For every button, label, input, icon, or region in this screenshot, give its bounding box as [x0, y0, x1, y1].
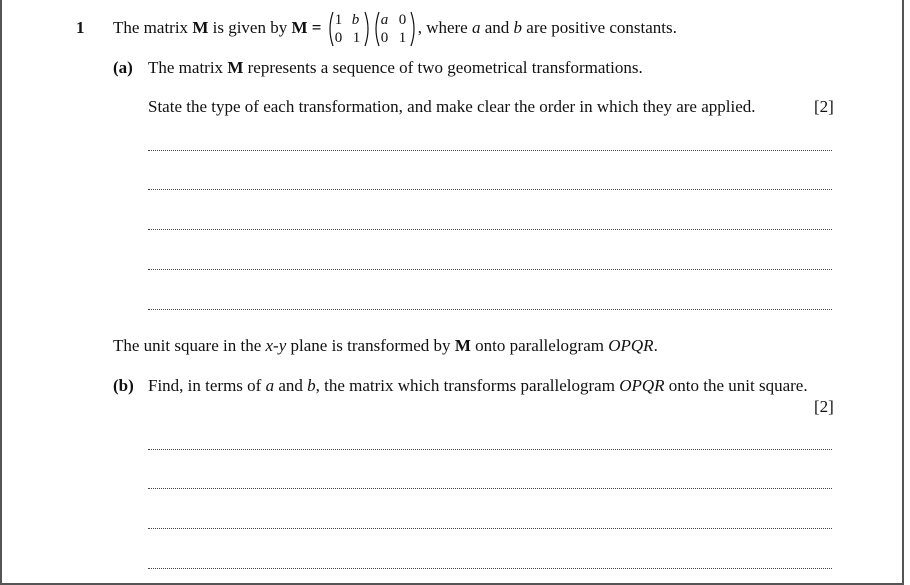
context-mid-2: onto parallelogram	[475, 336, 604, 355]
part-a-line-1	[148, 58, 643, 78]
context-line	[113, 336, 658, 356]
matrix-two	[373, 11, 417, 47]
part-b-mid: , the matrix which transforms parallelogram	[315, 376, 615, 395]
part-b-var-b: b	[307, 376, 316, 395]
part-a-marks: [2]	[814, 97, 834, 116]
matrix-symbol: M	[192, 18, 209, 37]
part-a-matrix-symbol: M	[227, 58, 244, 77]
equals-expression: M =	[291, 18, 322, 37]
matrix-one-cell-21: 0	[334, 30, 343, 47]
part-a-suffix: represents a sequence of two geometrical transformations.	[247, 58, 643, 77]
context-shape: OPQR	[608, 336, 654, 355]
matrix-one-cell-12: b	[351, 12, 360, 29]
question-number: 1	[76, 18, 85, 37]
context-xy: x-y	[265, 336, 287, 355]
stem-var-b: b	[513, 18, 523, 37]
context-matrix-symbol: M	[454, 336, 471, 355]
part-a-label: (a)	[113, 58, 133, 77]
answer-line-a-2[interactable]	[148, 189, 832, 190]
answer-line-b-3[interactable]	[148, 528, 832, 529]
matrix-one-cell-22: 1	[352, 30, 361, 47]
part-a-line-2: State the type of each transformation, and make clear the order in which they are applied.	[148, 97, 756, 116]
matrix-two-cell-11: a	[380, 12, 389, 29]
stem-suffix-2: are positive constants.	[526, 18, 677, 37]
answer-line-b-4[interactable]	[148, 568, 832, 569]
context-mid: plane is transformed by	[290, 336, 451, 355]
matrix-one	[327, 11, 371, 47]
question-stem	[113, 10, 677, 47]
part-b-label: (b)	[113, 376, 134, 395]
part-b-shape: OPQR	[619, 376, 665, 395]
context-prefix: The unit square in the	[113, 336, 262, 355]
part-b-var-a: a	[265, 376, 275, 395]
matrix-two-cell-22: 1	[398, 30, 407, 47]
page-left-border	[0, 0, 2, 585]
matrix-two-cell-12: 0	[398, 12, 407, 29]
answer-line-a-3[interactable]	[148, 229, 832, 230]
page-right-border	[902, 0, 904, 585]
stem-suffix-1: , where	[417, 18, 468, 37]
context-end: .	[653, 336, 658, 355]
matrix-one-brackets	[327, 11, 371, 47]
part-b-prefix: Find, in terms of	[148, 376, 262, 395]
part-a-prefix: The matrix	[148, 58, 224, 77]
matrix-two-cell-21: 0	[380, 30, 389, 47]
part-b-suffix: onto the unit square.	[668, 376, 808, 395]
answer-line-a-1[interactable]	[148, 150, 832, 151]
stem-var-a: a	[471, 18, 481, 37]
matrix-one-cell-11: 1	[334, 12, 343, 29]
answer-line-b-1[interactable]	[148, 449, 832, 450]
answer-line-b-2[interactable]	[148, 488, 832, 489]
answer-line-a-4[interactable]	[148, 269, 832, 270]
matrix-two-brackets	[373, 11, 417, 47]
answer-line-a-5[interactable]	[148, 309, 832, 310]
stem-mid: is given by	[212, 18, 288, 37]
part-b-text	[148, 376, 808, 396]
part-b-marks: [2]	[814, 397, 834, 416]
stem-and: and	[484, 18, 510, 37]
part-b-and: and	[278, 376, 303, 395]
stem-prefix: The matrix	[113, 18, 189, 37]
